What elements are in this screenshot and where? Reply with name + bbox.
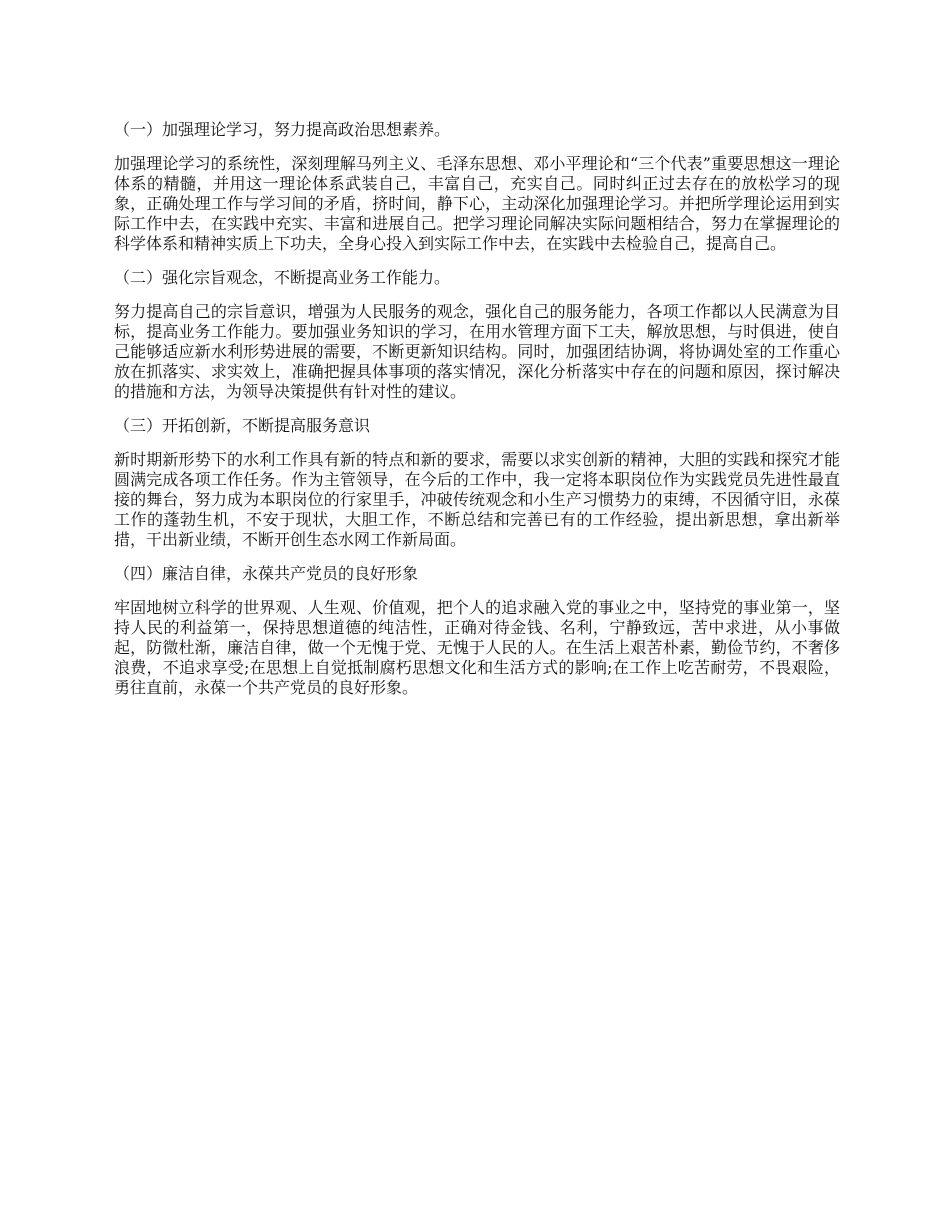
section-heading: （二）强化宗旨观念，不断提高业务工作能力。 [114,268,451,287]
section-heading: （四）廉洁自律，永葆共产党员的良好形象 [114,564,419,583]
section-1 [114,120,840,254]
section-paragraph: 牢固地树立科学的世界观、人生观、价值观，把个人的追求融入党的事业之中，坚持党的事业第一，坚持人民的利益第一，保持思想道德的纯洁性，正确对待金钱、名利，宁静致远，苦中求进，从小事做起，防微杜渐，廉洁自律，做一个无愧于党、无愧于人民的人。在生活上艰苦朴素，勤俭节约，不奢侈浪费，不追求享受;在思想上自觉抵制腐朽思想文化和生活方式的影响;在工作上吃苦耐劳，不畏艰险，勇往直前，永葆一个共产党员的良好形象。 [114,598,840,697]
section-paragraph: 新时期新形势下的水利工作具有新的特点和新的要求，需要以求实创新的精神，大胆的实践和探究才能圆满完成各项工作任务。作为主管领导，在今后的工作中，我一定将本职岗位作为实践党员先进性最直接的舞台，努力成为本职岗位的行家里手，冲破传统观念和小生产习惯势力的束缚，不因循守旧，永葆工作的蓬勃生机，不安于现状，大胆工作，不断总结和完善已有的工作经验，提出新思想，拿出新举措，干出新业绩，不断开创生态水网工作新局面。 [114,450,840,549]
document-page [114,120,840,712]
section-paragraph: 加强理论学习的系统性，深刻理解马列主义、毛泽东思想、邓小平理论和“三个代表”重要思想这一理论体系的精髓，并用这一理论体系武装自己，丰富自己，充实自己。同时纠正过去存在的放松学习的现象，正确处理工作与学习间的矛盾，挤时间，静下心，主动深化加强理论学习。并把所学理论运用到实际工作中去，在实践中充实、丰富和进展自己。把学习理论同解决实际问题相结合，努力在掌握理论的科学体系和精神实质上下功夫，全身心投入到实际工作中去，在实践中去检验自己，提高自己。 [114,154,840,253]
section-2 [114,268,840,402]
section-paragraph: 努力提高自己的宗旨意识，增强为人民服务的观念，强化自己的服务能力，各项工作都以人民满意为目标，提高业务工作能力。要加强业务知识的学习，在用水管理方面下工夫，解放思想，与时俱进，使自己能够适应新水利形势进展的需要，不断更新知识结构。同时，加强团结协调，将协调处室的工作重心放在抓落实、求实效上，准确把握具体事项的落实情况，深化分析落实中存在的问题和原因，探讨解决的措施和方法，为领导决策提供有针对性的建议。 [114,302,840,401]
section-4 [114,564,840,698]
section-heading: （三）开拓创新，不断提高服务意识 [114,416,371,435]
section-3 [114,416,840,550]
section-heading: （一）加强理论学习，努力提高政治思想素养。 [114,120,451,139]
